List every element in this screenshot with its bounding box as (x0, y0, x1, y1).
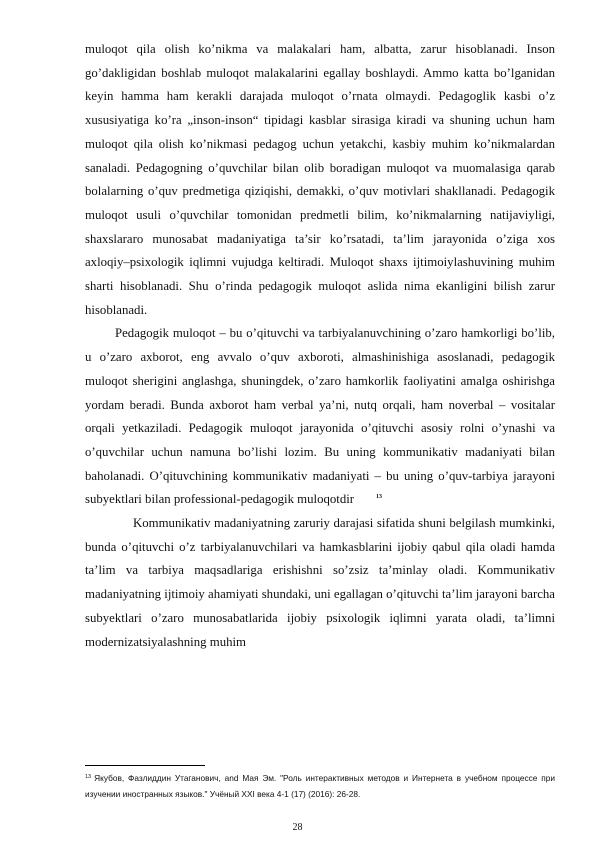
footnote-number: 13 (85, 774, 92, 780)
body-text (85, 38, 555, 654)
footnote-ref[interactable]: 13 (376, 494, 383, 501)
paragraph-1: muloqot qila olish ko’nikma va malakalari ham, albatta, zarur hisoblanadi. Inson go’dakligidan boshlab muloqot malakalarini egallay boshlaydi. Ammo katta bo’lganidan keyin hamma ham kerakli darajada muloqot o’rnata olmaydi. Pedagoglik kasbi o’z xususiyatiga ko’ra „inson-inson“ tipidagi kasblar sirasiga kiradi va shuning uchun ham muloqot qila olish ko’nikmasi pedagog uchun yetakchi, kasbiy muhim ko’nikmalardan sanaladi. Pedagogning o’quvchilar bilan olib boradigan muloqot va muomalasiga qarab bolalarning o’quv predmetiga qiziqishi, demakki, o’quv motivlari shakllanadi. Pedagogik muloqot usuli o’quvchilar tomonidan predmetli bilim, ko’nikmalarning natijaviyligi, shaxslararo munosabat madaniyatiga ta’sir ko’rsatadi, ta’lim jarayonida o’ziga xos axloqiy–psixologik iqlimni vujudga keltiradi. Muloqot shaxs ijtimoiylashuvining muhim sharti hisoblanadi. Shu o’rinda pedagogik muloqot aslida nima ekanligini bilish zarur hisoblanadi. (85, 42, 555, 317)
footnote (85, 770, 555, 802)
footnote-text: Якубов, Фазлиддин Утаганович, and Мая Эм. "Роль интерактивных методов и Интернета в учебном процессе при изучении иностранных языков." Учёный XXI века 4-1 (17) (2016): 26-28. (85, 773, 555, 799)
paragraph-2-text: Pedagogik muloqot – bu o’qituvchi va tarbiyalanuvchining o’zaro hamkorligi bo’lib, u o’zaro axborot, eng avvalo o’quv axboroti, almashinishiga asoslanadi, pedagogik muloqot sherigini anglashga, shuningdek, o’zaro hamkorlik faoliyatini amalga oshirishga yordam beradi. Bunda axborot ham verbal ya’ni, nutq orqali, ham noverbal – vositalar orqali yetkaziladi. Pedagogik muloqot jarayonida o’qituvchi asosiy rolni o’ynashi va o’quvchilar uchun namuna bo’lishi lozim. Bu uning kommunikativ madaniyati bilan baholanadi. O’qituvchining kommunikativ madaniyati – bu uning o’quv-tarbiya jarayoni subyektlari bilan professional-pedagogik muloqotdir (85, 326, 555, 507)
footnote-separator (85, 765, 205, 766)
page-number: 28 (292, 822, 303, 833)
paragraph-2 (85, 322, 555, 512)
paragraph-3: Kommunikativ madaniyatning zaruriy darajasi sifatida shuni belgilash mumkinki, bunda o’qituvchi o’z tarbiyalanuvchilari va hamkasblarini ijobiy qabul qila oladi hamda ta’lim va tarbiya maqsadlariga erishishni so’zsiz ta’minlay oladi. Kommunikativ madaniyatning ijtimoiy ahamiyati shundaki, uni egallagan o’qituvchi ta’lim jarayoni barcha subyektlari o’zaro munosabatlarida ijobiy psixologik iqlimni yarata oladi, ta’limni modernizatsiyalashning muhim (85, 516, 555, 649)
